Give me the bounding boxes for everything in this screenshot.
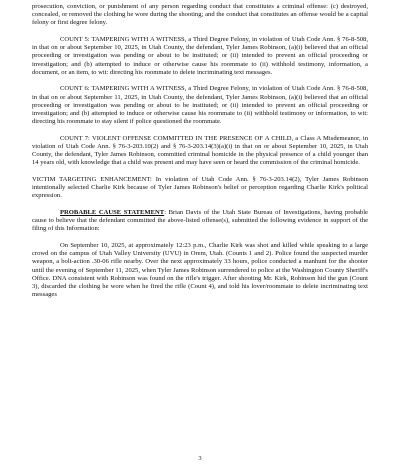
- page-number: 3: [198, 455, 202, 462]
- probable-cause-paragraph: [32, 209, 368, 234]
- probable-cause-text: : Brian Davis of the Utah State Bureau of Investigations, having probable cause to believe that the defendant committed the above-listed offense(s), submitted the following evidence in support of the filing of this Information:: [32, 209, 368, 233]
- count-7-paragraph: COUNT 7: VIOLENT OFFENSE COMMITTED IN THE PRESENCE OF A CHILD, a Class A Misdemeanor, in violation of Utah Code Ann. § 76-3-203.10(2) and § 76-3-203.14(3)(a)(i) in that on or about September 10, 2025, in Utah County, the defendant, Tyler James Robinson, committed criminal homicide in the physical presence of a child younger than 14 years old, with knowledge that a child was present and may have seen or heard the commission of the criminal homicide.: [32, 134, 368, 167]
- count-6-paragraph: COUNT 6: TAMPERING WITH A WITNESS, a Third Degree Felony, in violation of Utah Code Ann. § 76-8-508, in that on or about September 11, 2025, in Utah County, the defendant, Tyler James Robinson, (a)(i) believed that an official proceeding or investigation was pending or about to be instituted; or (ii) intended to prevent an official proceeding or investigation; and (b) attempted to induce or otherwise cause his roommate to (ii) withhold testimony or information, to wit: directing his roommate to stay silent if police questioned the roommate.: [32, 85, 368, 126]
- count-5-paragraph: COUNT 5: TAMPERING WITH A WITNESS, a Third Degree Felony, in violation of Utah Code Ann. § 76-8-508, in that on or about September 10, 2025, in Utah County, the defendant, Tyler James Robinson, (a)(i) believed that an official proceeding or investigation was pending or about to be instituted; or (ii) intended to prevent an official proceeding or investigation; and (b) attempted to induce or otherwise cause his roommate to (ii) withhold testimony, information, a document, or an item, to wit: directing his roommate to delete incriminating text messages.: [32, 36, 368, 76]
- intro-paragraph: prosecution, conviction, or punishment of any person regarding conduct that constitutes a criminal offense: (c) destroyed, concealed, or removed the clothing he wore during the shooting; and the conduct that constitutes an offense would be a capital felony or first degree felony.: [32, 3, 368, 27]
- facts-paragraph: On September 10, 2025, at approximately 12:23 p.m., Charlie Kirk was shot and killed while speaking to a large crowd on the campus of Utah Valley University (UVU) in Orem, Utah. (Counts 1 and 2). Police found the suspected murder weapon, a bolt-action .30-06 rifle nearby. Over the next approximately 33 hours, police conducted a manhunt for the shooter until the evening of September 11, 2025, when Tyler James Robinson surrendered to police at the Washington County Sheriff's Office. DNA consistent with Robinson was found on the rifle's trigger. After shooting Mr. Kirk, Robinson hid the gun (Count 3), discarded the clothing he wore when he fired the rifle (Count 4), and told his lover/roommate to delete incriminating text messages: [32, 242, 368, 299]
- probable-cause-heading: PROBABLE CAUSE STATEMENT: [60, 209, 165, 217]
- victim-targeting-paragraph: VICTIM TARGETING ENHANCEMENT: In violation of Utah Code Ann. § 76-3-203.14(2), Tyler James Robinson intentionally selected Charlie Kirk because of Tyler James Robinson's belief or perception regarding Charlie Kirk's political expression.: [32, 176, 368, 200]
